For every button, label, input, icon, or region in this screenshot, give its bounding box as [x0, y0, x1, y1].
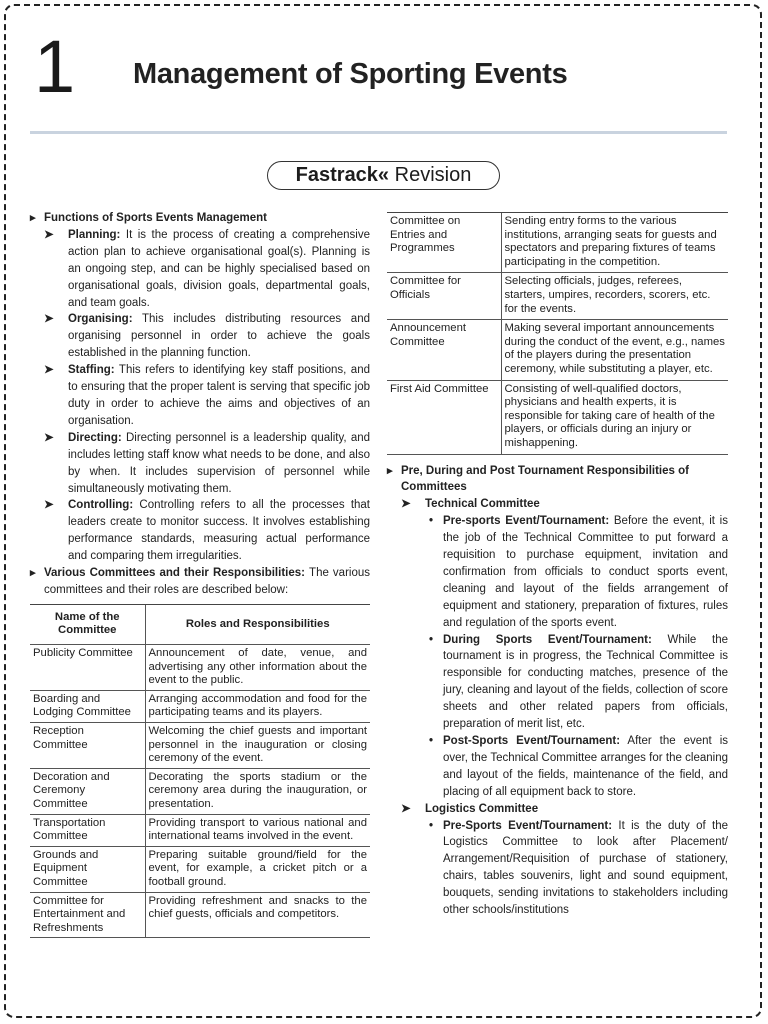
arrow-icon: ➤	[401, 802, 411, 815]
controlling-item	[30, 497, 370, 565]
chapter-title: Management of Sporting Events	[133, 58, 568, 90]
committees-intro: The various committees and their roles are described below:	[44, 567, 370, 596]
technical-pre-term: Pre-sports Event/Tournament:	[443, 515, 610, 528]
controlling-text: Controlling refers to all the processes that leaders create to monitor success. It involves establishing performance standards, measuring actual performance and comparing them irregularities.	[68, 499, 371, 563]
arrow-icon: ➤	[44, 313, 54, 326]
committee-role: Providing refreshment and snacks to the chief guests, officials and competitors.	[145, 892, 370, 938]
arrow-icon: ➤	[44, 431, 54, 444]
table-header-row	[30, 604, 370, 644]
arrow-icon: ➤	[44, 364, 54, 377]
committee-name: Publicity Committee	[30, 645, 145, 691]
header-roles: Roles and Responsibilities	[145, 604, 370, 644]
planning-term: Planning:	[68, 228, 121, 241]
table-row	[30, 814, 370, 846]
arrow-icon: ➤	[44, 499, 54, 512]
directing-text: Directing personnel is a leadership quality, and includes letting staff know what needs to be done, and also by when. It includes supervision of personnel while simultaneously motivating them.	[68, 431, 371, 495]
committee-role: Announcement of date, venue, and advertising any other information about the event to the public.	[145, 645, 370, 691]
technical-heading: Technical Committee	[425, 498, 540, 511]
directing-term: Directing:	[68, 431, 122, 444]
technical-pre-item	[387, 513, 728, 631]
logistics-pre-term: Pre-Sports Event/Tournament:	[443, 819, 613, 832]
table-row	[30, 645, 370, 691]
arrow-icon: ➤	[401, 498, 411, 511]
bullet-icon: •	[429, 633, 434, 646]
badge-brand: Fastrack«	[295, 164, 390, 186]
logistics-heading: Logistics Committee	[425, 802, 539, 815]
organising-text: This includes distributing resources and organising personnel in order to achieve the goals established in the planning function.	[68, 313, 370, 360]
technical-heading-row	[387, 496, 728, 513]
table-row	[30, 768, 370, 814]
planning-item	[30, 227, 370, 312]
committee-role: Welcoming the chief guests and important personnel in the inauguration or closing ceremony of the event.	[145, 723, 370, 769]
committee-name: First Aid Committee	[387, 380, 501, 454]
badge-word: Revision	[394, 164, 472, 186]
committees-heading	[30, 565, 370, 599]
planning-text: It is the process of creating a comprehensive action plan to achieve organisational goal(s). Planning is an ongoing step, and can be highly specialised based on organisational goals, division goals, departmental goals, and team goals.	[68, 228, 371, 309]
committee-name: Committee on Entries and Programmes	[387, 213, 501, 273]
right-column	[387, 212, 728, 919]
staffing-term: Staffing:	[68, 364, 115, 377]
title-divider	[30, 131, 727, 134]
organising-term: Organising:	[68, 313, 133, 326]
committee-role: Making several important announcements during the conduct of the event, e.g., names of the players during the presentation ceremony, while substituting a player, etc.	[501, 320, 728, 380]
committees-table	[30, 604, 370, 938]
header-committee-name: Name of the Committee	[30, 604, 145, 644]
staffing-text: This refers to identifying key staff positions, and to ensuring that the proper talent is serving that specific job duty in order to achieve the aims and objectives of an organisation.	[68, 364, 370, 427]
bullet-icon: •	[429, 735, 434, 747]
committee-role: Decorating the sports stadium or the ceremony area during the inauguration, or presentation.	[145, 768, 370, 814]
bullet-icon: •	[429, 515, 434, 528]
bullet-icon: •	[429, 819, 434, 832]
logistics-heading-row	[387, 801, 728, 818]
committee-role: Providing transport to various national and international teams involved in the event.	[145, 814, 370, 846]
table-row	[387, 320, 728, 380]
left-column	[30, 210, 370, 938]
directing-item	[30, 430, 370, 498]
technical-post-item	[387, 733, 728, 801]
committee-name: Committee for Entertainment and Refreshments	[30, 892, 145, 938]
arrow-icon: ➤	[44, 228, 54, 241]
table-row	[30, 690, 370, 722]
committee-name: Boarding and Lodging Committee	[30, 690, 145, 722]
committee-role: Sending entry forms to the various institutions, arranging seats for guests and spectators and preparing fixtures of teams participating in the competition.	[501, 213, 728, 273]
pdp-heading: ▸ Pre, During and Post Tournament Responsibilities of Committees	[387, 463, 728, 497]
committee-role: Consisting of well-qualified doctors, physicians and health experts, it is responsible for taking care of health of the players, or officials during an injury or mishappening.	[501, 380, 728, 454]
committee-name: Reception Committee	[30, 723, 145, 769]
staffing-item	[30, 362, 370, 430]
chapter-number: 1	[34, 25, 76, 108]
technical-during-text: While the tournament is in progress, the Technical Committee is responsible for conducting matches, presence of the jury, cleaning and layout of the fields, collection of score sheets and other related papers from officials, preparation of merit list, etc.	[443, 633, 728, 731]
committee-role: Arranging accommodation and food for the participating teams and its players.	[145, 690, 370, 722]
committee-name: Announcement Committee	[387, 320, 501, 380]
committee-role: Preparing suitable ground/field for the event, for example, a cricket pitch or a football ground.	[145, 846, 370, 892]
logistics-pre-text: It is the duty of the Logistics Committee to look after Placement/ Arrangement/Requisition of purchase of stationery, chairs, tables souvenirs, light and sound equipment, bouquets, sending invitations to stakeholders including other schools/institutions	[443, 819, 728, 917]
logistics-pre-item	[387, 818, 728, 919]
table-row	[30, 723, 370, 769]
technical-post-term: Post-Sports Event/Tournament:	[443, 735, 621, 747]
committee-name: Transportation Committee	[30, 814, 145, 846]
committees-heading-text: Various Committees and their Responsibilities:	[44, 567, 305, 580]
table-row	[387, 213, 728, 273]
committee-name: Decoration and Ceremony Committee	[30, 768, 145, 814]
technical-during-item	[387, 632, 728, 733]
technical-post-text: After the event is over, the Technical Committee arranges for the cleaning and layout of the fields, maintenance of the field, and placing of all equipment back to store.	[443, 735, 728, 798]
committee-name: Grounds and Equipment Committee	[30, 846, 145, 892]
table-row	[30, 892, 370, 938]
committee-role: Selecting officials, judges, referees, starters, umpires, recorders, scorers, etc. for the events.	[501, 273, 728, 320]
committees-table-continued	[387, 212, 728, 455]
fastrack-revision-badge	[267, 161, 500, 190]
controlling-term: Controlling:	[68, 499, 134, 512]
table-row	[30, 846, 370, 892]
functions-heading: ▸ Functions of Sports Events Management	[30, 210, 370, 227]
committee-name: Committee for Officials	[387, 273, 501, 320]
table-row	[387, 380, 728, 454]
technical-pre-text: Before the event, it is the job of the Technical Committee to put forward a requisition to purchase equipment, invitation and confirmation from officials to conduct sports event, cleaning and layout of the fields arrangement of equipment and stationery, preparation of fixtures, rules and regulation of the sports event.	[443, 515, 728, 629]
table-row	[387, 273, 728, 320]
organising-item	[30, 311, 370, 362]
technical-during-term: During Sports Event/Tournament:	[443, 633, 652, 646]
